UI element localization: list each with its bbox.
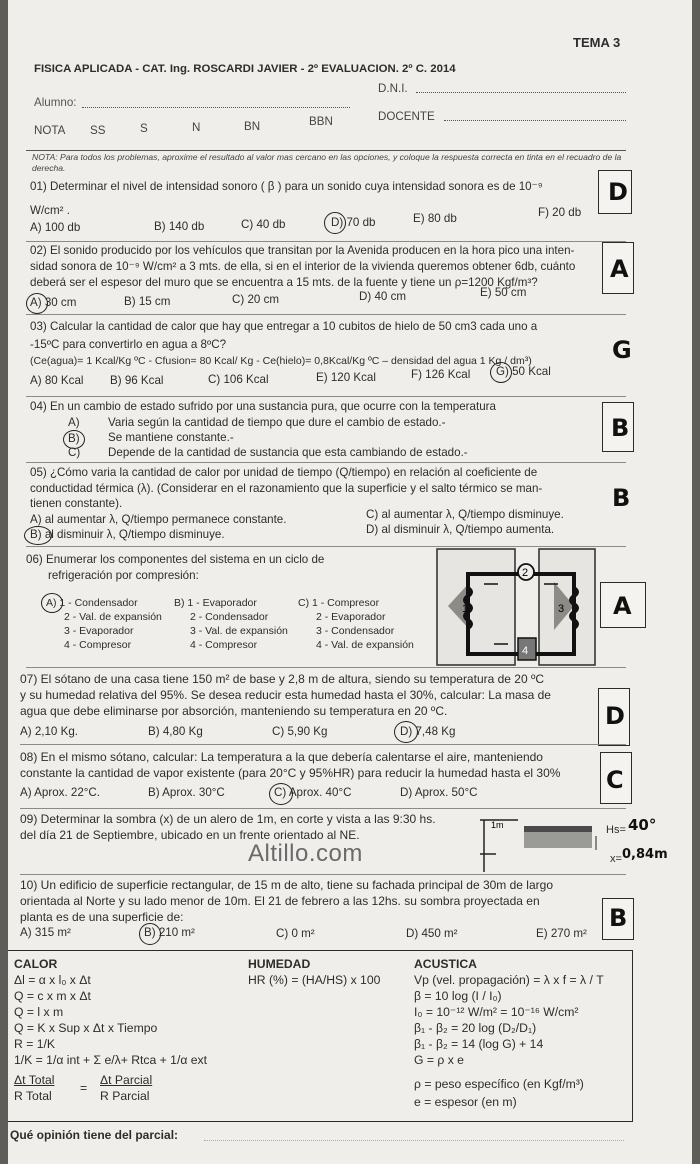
component-1-label: 1 bbox=[462, 603, 469, 615]
dni-label: D.N.I. bbox=[378, 82, 408, 95]
q01-opt-f[interactable]: F) 20 db bbox=[538, 206, 582, 219]
q08-line2: constante la cantidad de vapor existente (para 20°C y 95%HR) para reducir la humedad hasta el 30% bbox=[20, 766, 561, 780]
q08-selected-circle bbox=[269, 783, 293, 805]
ratio-equals: = bbox=[80, 1081, 88, 1095]
q03-opt-b[interactable]: B) 96 Kcal bbox=[110, 374, 164, 387]
q03-line2: -15ºC para convertirlo en agua a 8ºC? bbox=[30, 338, 227, 351]
q04-opt-a-letter[interactable]: A) bbox=[68, 416, 80, 429]
q03-line3: (Ce(agua)= 1 Kcal/Kg ºC - Cfusion= 80 Kcal/ Kg - Ce(hielo)= 0,8Kcal/Kg ºC – densidad del agua 1 Kg / dm³) bbox=[30, 355, 532, 367]
q04-opt-b-text[interactable]: Se mantiene constante.- bbox=[108, 431, 234, 444]
q06-selected-circle bbox=[41, 593, 63, 613]
q05-opt-d[interactable]: D) al disminuir λ, Q/tiempo aumenta. bbox=[366, 523, 555, 536]
component-3-label: 3 bbox=[558, 603, 565, 615]
q06-colC-3: 3 - Condensador bbox=[316, 625, 395, 637]
q01-opt-d[interactable]: D) 70 db bbox=[331, 216, 376, 229]
grade-s: S bbox=[140, 122, 148, 135]
acustica-f6: G = ρ x e bbox=[414, 1053, 464, 1067]
q10-line3: planta es de una superficie de: bbox=[20, 910, 184, 924]
q03-line1: 03) Calcular la cantidad de calor que hay que entregar a 10 cubitos de hielo de 50 cm3 cada uno a bbox=[30, 320, 538, 333]
divider-q09 bbox=[20, 874, 626, 875]
x-label: x= bbox=[610, 853, 622, 865]
q07-line2: y su humedad relativa del 95%. Se desea reducir esta humedad hasta el 30%, calcular: La masa de bbox=[20, 688, 551, 702]
q10-opt-c[interactable]: C) 0 m² bbox=[276, 927, 315, 940]
q08-opt-c[interactable]: C) Aprox. 40°C bbox=[274, 786, 352, 799]
q05-selected-circle bbox=[24, 526, 52, 545]
q06-colB-2: 2 - Condensador bbox=[190, 611, 269, 623]
q08-opt-d[interactable]: D) Aprox. 50°C bbox=[400, 786, 478, 799]
q03-selected-circle bbox=[490, 362, 512, 383]
alumno-label: Alumno: bbox=[34, 96, 77, 109]
q07-selected-circle bbox=[394, 721, 418, 743]
cold-room bbox=[437, 549, 515, 665]
opinion-line[interactable] bbox=[204, 1140, 624, 1141]
q05-line3: tienen constante). bbox=[30, 497, 123, 510]
q07-opt-d[interactable]: D) 7,48 Kg bbox=[400, 725, 456, 738]
q03-opt-f[interactable]: F) 126 Kcal bbox=[411, 368, 471, 381]
q06-colA-2: 2 - Val. de expansión bbox=[64, 611, 162, 623]
q08-line1: 08) En el mismo sótano, calcular: La temperatura a la que debería calentarse el aire, manteniendo bbox=[20, 750, 543, 764]
calor-f6: 1/K = 1/α int + Σ e/λ+ Rtca + 1/α ext bbox=[14, 1053, 208, 1067]
humedad-f1: HR (%) = (HA/HS) x 100 bbox=[248, 973, 381, 987]
q06-colB-1[interactable]: B) 1 - Evaporador bbox=[174, 597, 257, 609]
q07-answer: D bbox=[605, 702, 625, 730]
q06-colA-4: 4 - Compresor bbox=[64, 639, 132, 651]
q04-opt-b-letter[interactable]: B) bbox=[68, 432, 80, 445]
ratio-top-right: Δt Parcial bbox=[100, 1073, 153, 1087]
q02-selected-circle bbox=[26, 293, 48, 314]
q04-opt-c-text[interactable]: Depende de la cantidad de sustancia que esta cambiando de estado.- bbox=[108, 446, 468, 459]
q08-answer: C bbox=[606, 766, 624, 794]
q01-opt-c[interactable]: C) 40 db bbox=[241, 218, 286, 231]
q10-line1: 10) Un edificio de superficie rectangular, de 15 m de alto, tiene su fachada principal de 30m de largo bbox=[20, 878, 553, 892]
calor-f1: Δl = α x l₀ x Δt bbox=[14, 973, 91, 987]
q06-line2: refrigeración por compresión: bbox=[48, 569, 199, 582]
q01-selected-circle bbox=[324, 212, 346, 234]
q03-opt-a[interactable]: A) 80 Kcal bbox=[30, 374, 84, 387]
q02-opt-c[interactable]: C) 20 cm bbox=[232, 293, 280, 306]
q01-opt-a[interactable]: A) 100 db bbox=[30, 221, 81, 234]
q02-opt-d[interactable]: D) 40 cm bbox=[359, 290, 407, 303]
q02-opt-b[interactable]: B) 15 cm bbox=[124, 295, 171, 308]
grade-n: N bbox=[192, 121, 201, 134]
q05-line1: 05) ¿Cómo varia la cantidad de calor por unidad de tiempo (Q/tiempo) en relación al coeficiente de bbox=[30, 466, 538, 479]
q05-line2: conductidad térmica (λ). (Considerar en el razonamiento que la superficie y el salto térmico se man- bbox=[30, 482, 543, 495]
q03-opt-e[interactable]: E) 120 Kcal bbox=[316, 371, 376, 384]
q06-colA-3: 3 - Evaporador bbox=[64, 625, 134, 637]
acustica-f3: I₀ = 10⁻¹² W/m² = 10⁻¹⁶ W/cm² bbox=[414, 1005, 579, 1019]
acustica-f8: e = espesor (en m) bbox=[414, 1095, 517, 1109]
exam-title: FISICA APLICADA - CAT. Ing. ROSCARDI JAVIER - 2º EVALUACION. 2º C. 2014 bbox=[34, 63, 456, 75]
q06-colB-3: 3 - Val. de expansión bbox=[190, 625, 288, 637]
acustica-f4: β₁ - β₂ = 20 log (D₂/D₁) bbox=[414, 1021, 537, 1035]
q07-line1: 07) El sótano de una casa tiene 150 m² de base y 2,8 m de altura, siendo su temperatura de 20 ºC bbox=[20, 672, 545, 686]
q03-answer: G bbox=[612, 336, 632, 364]
divider-q04 bbox=[26, 462, 626, 463]
q05-opt-b[interactable]: B) al disminuir λ, Q/tiempo disminuye. bbox=[30, 528, 225, 541]
q10-opt-d[interactable]: D) 450 m² bbox=[406, 927, 458, 940]
q01-opt-e[interactable]: E) 80 db bbox=[413, 212, 457, 225]
docente-label: DOCENTE bbox=[378, 110, 435, 123]
grade-ss: SS bbox=[90, 124, 106, 137]
acustica-title: ACUSTICA bbox=[414, 957, 477, 971]
q06-colC-2: 2 - Evaporador bbox=[316, 611, 386, 623]
divider-q02 bbox=[26, 314, 626, 315]
q04-line1: 04) En un cambio de estado sufrido por una sustancia pura, que ocurre con la temperatura bbox=[30, 400, 496, 413]
q02-opt-e[interactable]: E) 50 cm bbox=[480, 286, 527, 299]
q10-opt-a[interactable]: A) 315 m² bbox=[20, 926, 71, 939]
q01-answer: D bbox=[608, 178, 628, 206]
q10-opt-b[interactable]: B) 210 m² bbox=[144, 926, 195, 939]
nota-text: NOTA: Para todos los problemas, aproxime el resultado al valor mas cercano en las opciones, y coloque la respuesta correcta en tinta en el recuadro de la derecha. bbox=[32, 152, 622, 173]
q05-answer: B bbox=[612, 484, 631, 512]
hs-label: Hs= bbox=[606, 824, 626, 836]
q04-opt-a-text[interactable]: Varia según la cantidad de tiempo que dure el cambio de estado.- bbox=[108, 416, 446, 429]
divider-q01 bbox=[26, 241, 626, 242]
calor-f5: R = 1/K bbox=[14, 1037, 55, 1051]
divider-q07 bbox=[20, 744, 626, 745]
q06-colC-4: 4 - Val. de expansión bbox=[316, 639, 414, 651]
q02-line3: deberá ser el espesor del muro que se encuentra a 15 mts. de la fuente y tiene un ρ=1200 Kgf/m³? bbox=[30, 276, 538, 289]
grade-nota: NOTA bbox=[34, 124, 66, 137]
q02-line1: 02) El sonido producido por los vehículos que transitan por la Avenida producen en la hora pico una inten- bbox=[30, 244, 575, 257]
divider-q05 bbox=[26, 546, 626, 547]
q06-colC-1[interactable]: C) 1 - Compresor bbox=[298, 597, 380, 609]
watermark: Altillo.com bbox=[248, 840, 363, 867]
q08-opt-a[interactable]: A) Aprox. 22°C. bbox=[20, 786, 101, 799]
q01-line2: W/cm² . bbox=[30, 204, 70, 217]
ratio-bottom-right: R Parcial bbox=[100, 1089, 150, 1103]
divider-q06 bbox=[26, 667, 626, 668]
q08-opt-b[interactable]: B) Aprox. 30°C bbox=[148, 786, 225, 799]
calor-f2: Q = c x m x Δt bbox=[14, 989, 91, 1003]
ratio-top-left: Δt Total bbox=[14, 1073, 55, 1087]
q09-line2: del día 21 de Septiembre, ubicado en un frente orientado al NE. bbox=[20, 828, 360, 842]
exam-sheet bbox=[8, 0, 692, 1164]
ratio-bottom-left: R Total bbox=[14, 1089, 52, 1103]
q04-opt-c-letter[interactable]: C) bbox=[68, 446, 81, 459]
q07-opt-c[interactable]: C) 5,90 Kg bbox=[272, 725, 328, 738]
calor-f4: Q = K x Sup x Δt x Tiempo bbox=[14, 1021, 158, 1035]
q02-line2: sidad sonora de 10⁻⁹ W/cm² a 3 mts. de ella, si en el interior de la vivienda queremos obtener 6db, cuánto bbox=[30, 260, 576, 273]
eave-elevation bbox=[524, 826, 592, 832]
q02-answer: A bbox=[610, 255, 629, 283]
component-2-label: 2 bbox=[522, 567, 529, 579]
hs-value: 40° bbox=[628, 816, 657, 834]
divider-q03 bbox=[26, 396, 626, 397]
eave-shadow-diagram bbox=[478, 814, 598, 874]
alumno-line[interactable] bbox=[82, 107, 350, 108]
q01-line1: 01) Determinar el nivel de intensidad sonoro ( β ) para un sonido cuya intensidad sonora es de 10⁻⁹ bbox=[30, 180, 543, 193]
q05-opt-c[interactable]: C) al aumentar λ, Q/tiempo disminuye. bbox=[366, 508, 564, 521]
calor-title: CALOR bbox=[14, 957, 58, 971]
refrigeration-cycle-diagram bbox=[436, 548, 596, 668]
q07-line3: agua que debe eliminarse por absorción, manteniendo su temperatura en 20 ºC. bbox=[20, 704, 448, 718]
q05-opt-a[interactable]: A) al aumentar λ, Q/tiempo permanece constante. bbox=[30, 513, 287, 526]
acustica-f7: ρ = peso específico (en Kgf/m³) bbox=[414, 1077, 584, 1091]
formula-box bbox=[8, 950, 633, 1122]
q03-opt-g[interactable]: G) 50 Kcal bbox=[496, 365, 551, 378]
tema-label: TEMA 3 bbox=[573, 35, 621, 50]
q06-line1: 06) Enumerar los componentes del sistema en un ciclo de bbox=[26, 553, 325, 566]
grade-bn: BN bbox=[244, 120, 261, 133]
shadow-elevation bbox=[524, 832, 592, 848]
divider-q08 bbox=[20, 808, 626, 809]
q04-answer: B bbox=[611, 414, 630, 442]
calor-f3: Q = l x m bbox=[14, 1005, 64, 1019]
q09-line1: 09) Determinar la sombra (x) de un alero de 1m, en corte y vista a las 9:30 hs. bbox=[20, 812, 436, 826]
q06-answer: A bbox=[613, 592, 632, 620]
docente-line[interactable] bbox=[444, 120, 626, 121]
q02-opt-a[interactable]: A) 30 cm bbox=[30, 296, 77, 309]
eave-length-label: 1m bbox=[491, 820, 504, 830]
acustica-f1: Vp (vel. propagación) = λ x f = λ / T bbox=[414, 973, 604, 987]
header-divider bbox=[26, 150, 626, 151]
grade-bbn: BBN bbox=[309, 115, 333, 128]
x-value: 0,84m bbox=[622, 847, 668, 862]
q03-opt-c[interactable]: C) 106 Kcal bbox=[208, 373, 269, 386]
q06-colB-4: 4 - Compresor bbox=[190, 639, 258, 651]
q10-answer: B bbox=[609, 904, 628, 932]
q10-selected-circle bbox=[139, 923, 161, 945]
q01-opt-b[interactable]: B) 140 db bbox=[154, 220, 205, 233]
q10-line2: orientada al Norte y su lado menor de 10m. El 21 de febrero a las 12hs. su sombra proyectada en bbox=[20, 894, 540, 908]
dni-line[interactable] bbox=[416, 92, 626, 93]
q06-colA-1[interactable]: A) 1 - Condensador bbox=[46, 597, 138, 609]
q07-opt-a[interactable]: A) 2,10 Kg. bbox=[20, 725, 79, 738]
q07-opt-b[interactable]: B) 4,80 Kg bbox=[148, 725, 203, 738]
acustica-f5: β₁ - β₂ = 14 (log G) + 14 bbox=[414, 1037, 544, 1051]
acustica-f2: β = 10 log (I / I₀) bbox=[414, 989, 502, 1003]
opinion-prompt: Qué opinión tiene del parcial: bbox=[10, 1128, 179, 1142]
q10-opt-e[interactable]: E) 270 m² bbox=[536, 927, 587, 940]
humedad-title: HUMEDAD bbox=[248, 957, 311, 971]
component-4-label: 4 bbox=[522, 645, 529, 657]
